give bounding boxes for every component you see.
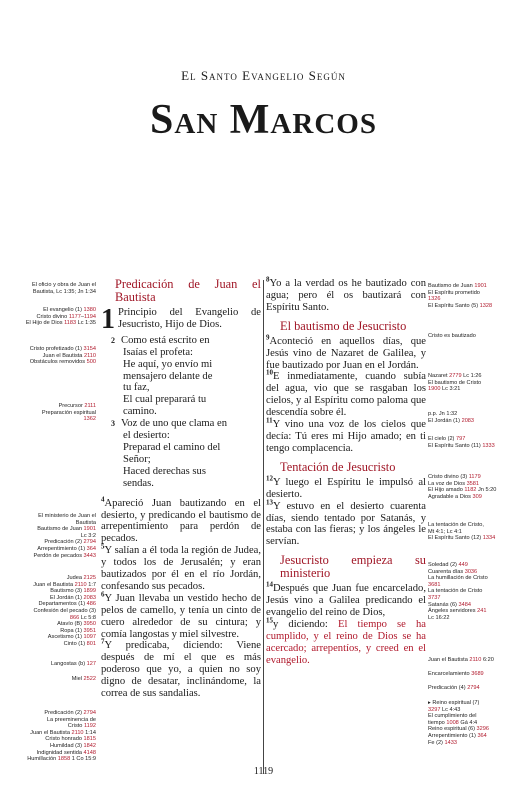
verse-3-line: el desierto:	[123, 430, 170, 442]
margin-ref-number: 1380	[83, 307, 96, 313]
margin-ref-right-9	[428, 657, 525, 664]
margin-ref-number: 797	[455, 436, 466, 442]
verse-14-number: 14	[266, 580, 273, 589]
margin-ref-line: Humillación 1858 1 Co 15:9	[27, 756, 96, 763]
margin-ref-left-3	[4, 346, 96, 366]
margin-ref-line: El Hijo de Dios 1183 Lc 1:35	[25, 320, 96, 327]
margin-ref-number: 801	[86, 640, 96, 647]
margin-ref-number: 1097	[83, 634, 96, 641]
margin-ref-number: 241	[477, 608, 487, 615]
margin-ref-number: 2111	[84, 403, 96, 409]
margin-ref-number: 1858	[57, 756, 71, 763]
verse-6-text: Y Juan llevaba un vestido hecho de pelos de camello, y tenía un cinto de cuero alrededor de su cintura; y comía langostas y miel silvestre.	[101, 592, 261, 640]
margin-ref-left-8	[4, 676, 96, 683]
margin-ref-number: 500	[86, 359, 96, 366]
verse-2-line: Como está escrito en	[121, 334, 210, 346]
verse-6-number: 6	[101, 590, 105, 599]
margin-ref-number: 1433	[444, 739, 457, 746]
verse-2-line: El cual preparará tu	[123, 394, 207, 406]
verse-11-voice: Tú eres mi Hijo amado; en ti tengo complacencia.	[266, 430, 426, 454]
margin-ref-line: Cristo es bautizado	[428, 333, 476, 339]
margin-ref-right-3	[428, 373, 525, 393]
verse-2-line: Isaías el profeta:	[123, 346, 194, 358]
margin-ref-right-4	[428, 411, 525, 424]
margin-ref-line: Juan el Bautista 2110 1:14	[30, 729, 96, 736]
margin-ref-number: 1179	[468, 474, 481, 480]
verse-3	[111, 418, 261, 489]
margin-ref-line: Arrepentimiento (1) 364	[428, 732, 487, 739]
margin-ref-line: El bautismo de Cristo	[428, 379, 482, 386]
margin-ref-line: El cumplimiento del	[428, 713, 477, 720]
margin-ref-number: 1900	[428, 386, 441, 393]
margin-ref-line	[428, 296, 525, 303]
verse-7-number: 7	[101, 637, 105, 646]
margin-ref-number: 127	[86, 661, 96, 667]
margin-ref-line: Ángeles servidores 241	[428, 608, 487, 615]
margin-ref-number: 364	[477, 732, 487, 739]
verse-7	[101, 637, 261, 700]
margin-ref-line: Mt 4:1; Lc 4:1	[428, 528, 462, 535]
margin-ref-line: Obstáculos removidos 500	[29, 359, 96, 366]
margin-ref-line: Bautismo (3) 1899	[50, 588, 96, 595]
margin-ref-line: La preeminencia de	[46, 716, 96, 723]
margin-ref-line: El Jordán (1) 2083	[49, 594, 96, 601]
margin-ref-number: 3297	[428, 706, 441, 713]
margin-ref-number: 2794	[83, 710, 96, 716]
margin-ref-line: El Espíritu prometido	[428, 289, 480, 296]
margin-ref-right-12	[428, 700, 525, 746]
margin-ref-line: Fe (2) 1433	[428, 739, 457, 746]
margin-ref-left-2	[4, 307, 96, 327]
margin-ref-line: Nazaret 2779 Lc 1:26	[428, 373, 482, 379]
margin-ref-number: 486	[86, 601, 96, 608]
margin-ref-left-1	[4, 282, 96, 295]
margin-ref-line: El Jordán (1) 2083	[428, 417, 475, 424]
margin-ref-number: 2110	[83, 352, 96, 359]
margin-ref-number: 3036	[464, 568, 478, 575]
section-heading-juan: Predicación de Juan el Bautista	[115, 277, 261, 304]
verse-13-text: Y estuvo en el desierto cuarenta días, siendo tentado por Satanás, y estaba con las fieras; y los ángeles le servían.	[266, 500, 426, 548]
margin-ref-line: Lc 3:2	[80, 532, 96, 539]
margin-ref-line: Cinto (1) 801	[63, 640, 96, 647]
margin-ref-line: Departamentos (1) 486	[38, 601, 96, 608]
margin-ref-line: El Espíritu Santo (11) 1333	[428, 442, 495, 449]
margin-ref-number: 2125	[83, 575, 96, 581]
margin-ref-line: Cristo divino (3) 1179	[428, 474, 481, 480]
verse-11-number: 11	[266, 416, 273, 425]
margin-ref-right-8	[428, 562, 525, 621]
verse-2-number: 2	[111, 335, 115, 345]
verse-10-number: 10	[266, 368, 273, 377]
margin-ref-number: 2779	[449, 373, 462, 379]
margin-ref-line: La voz de Dios 3581	[428, 480, 480, 487]
margin-ref-number: 1192	[83, 723, 96, 730]
verse-2-line: He aquí, yo envío mi	[123, 358, 213, 370]
verse-13	[266, 498, 426, 549]
margin-ref-number: 4148	[83, 749, 96, 756]
verse-3-line: Preparad el camino del	[123, 441, 221, 453]
verse-3-line: sendas.	[123, 477, 154, 489]
margin-ref-number: 1899	[83, 588, 96, 595]
verse-5	[101, 542, 261, 593]
chapter-number: 1	[101, 304, 115, 335]
margin-ref-line: Cristo divino 1177–1194	[36, 313, 96, 320]
margin-ref-line: Bautismo de Juan 1901	[37, 526, 96, 533]
verse-8-number: 8	[266, 275, 270, 284]
verse-10-text: E inmediatamente, cuando subía del agua, vio que se rasgaban los cielos, y al Espíritu como paloma que descendía sobre él.	[266, 371, 426, 419]
margin-ref-number: 2083	[461, 417, 475, 424]
margin-ref-number: 2794	[83, 539, 96, 546]
margin-ref-left-6	[4, 575, 96, 648]
margin-ref-number: 3581	[466, 480, 480, 487]
margin-ref-line: Cristo honrado 1815	[45, 736, 96, 743]
margin-ref-line: Predicación (2) 2794	[44, 710, 96, 716]
margin-ref-line	[428, 582, 525, 589]
section-heading-ministerio: Jesucristo empieza su ministerio	[280, 553, 426, 581]
margin-ref-line: 866 Lc 5:8	[69, 614, 96, 621]
margin-ref-line: Preparación espiritual	[41, 409, 96, 416]
margin-ref-line: Cristo 1192	[67, 723, 96, 730]
verse-5-number: 5	[101, 542, 105, 551]
margin-ref-line: 3297 Lc 4:43	[428, 706, 461, 713]
margin-ref-line: Lc 16:22	[428, 614, 450, 621]
margin-ref-line: Bautista	[75, 519, 96, 526]
margin-ref-number: 1842	[83, 742, 96, 749]
margin-ref-number: 1183	[64, 320, 77, 327]
margin-ref-line: Ropa (1) 3951	[60, 627, 96, 634]
verse-12-text: Y luego el Espíritu le impulsó al desierto.	[266, 476, 426, 500]
margin-ref-number: 3296	[476, 726, 489, 733]
verse-11-text: Y vino una voz de los cielos que decía:	[266, 419, 426, 442]
verse-2	[111, 334, 261, 418]
margin-ref-right-11	[428, 685, 525, 692]
verse-13-number: 13	[266, 498, 273, 507]
margin-ref-number: 3737	[428, 594, 441, 601]
verse-12	[266, 474, 426, 501]
margin-ref-line: El Espíritu Santo (12) 1334	[428, 535, 496, 542]
margin-ref-number: 1815	[83, 736, 96, 743]
margin-ref-line: La humillación de Cristo	[428, 575, 488, 582]
margin-ref-line	[4, 416, 96, 423]
margin-ref-line: Agradable a Dios 309	[428, 493, 482, 500]
verse-4-text: Apareció Juan bautizando en el desierto, y predicando el bautismo de arrepentimiento para perdón de pecados.	[101, 497, 261, 545]
section-heading-bautismo: El bautismo de Jesucristo	[280, 318, 407, 333]
text-column-1	[101, 278, 261, 700]
verse-15-number: 15	[266, 616, 273, 625]
margin-ref-line: La tentación de Cristo,	[428, 522, 484, 528]
margin-ref-line: 1900 Lc 3:21	[428, 386, 461, 393]
margin-ref-line: Satanás (6) 3484	[428, 601, 471, 608]
margin-ref-number: 364	[86, 545, 96, 552]
section-heading-tentacion: Tentación de Jesucristo	[280, 459, 396, 474]
margin-ref-line: Predicación (4) 2794	[428, 685, 480, 691]
verse-12-number: 12	[266, 474, 273, 483]
page-number: 1119	[253, 766, 274, 777]
margin-ref-line: Cuarenta días 3036	[428, 568, 478, 575]
verse-10	[266, 368, 426, 419]
margin-ref-left-9	[4, 710, 96, 763]
verse-3-number: 3	[111, 419, 115, 429]
verse-7-text: Y predicaba, diciendo: Viene después de mí el que es más poderoso que yo, a quien no soy digno de desatar, inclinándome, la correa de sus sandalias.	[101, 640, 261, 700]
margin-ref-line: Juan el Bautista 2110	[42, 352, 96, 359]
margin-ref-line: El Espíritu Santo (5) 1328	[428, 302, 493, 309]
margin-ref-line: ▸ Reino espiritual (7)	[428, 700, 480, 706]
verse-9-number: 9	[266, 333, 270, 342]
margin-ref-right-5	[428, 436, 525, 449]
margin-ref-number: 2110	[74, 581, 87, 588]
margin-ref-line: Miel 2522	[71, 676, 96, 682]
verse-3-line: Señor;	[123, 453, 151, 465]
margin-ref-number: 1326	[428, 296, 441, 303]
margin-ref-line: El cielo (2) 797	[428, 436, 466, 442]
margin-ref-line: La tentación de Cristo	[428, 588, 483, 595]
margin-ref-line: Atavío (B) 3950	[57, 621, 96, 628]
margin-ref-right-1	[428, 283, 525, 309]
margin-ref-number: 1194	[83, 313, 96, 320]
margin-ref-number: 3950	[83, 621, 96, 628]
margin-ref-line: Confesión del pecado (3)	[33, 607, 96, 614]
verse-8	[266, 275, 426, 314]
column-divider	[263, 280, 264, 774]
margin-ref-line: El evangelio (1) 1380	[43, 307, 96, 313]
margin-ref-number: 1328	[479, 302, 493, 309]
margin-ref-number: 1008	[446, 719, 459, 726]
verse-14	[266, 580, 426, 619]
margin-ref-line: El Hijo amado 1182 Jn 5:20	[428, 487, 497, 494]
margin-ref-line: Juan el Bautista 2110 6:20	[428, 657, 494, 663]
margin-ref-number: 449	[458, 562, 468, 568]
margin-ref-right-7	[428, 522, 525, 542]
margin-ref-right-6	[428, 474, 525, 500]
margin-ref-line: Soledad (2) 449	[428, 562, 468, 568]
margin-ref-number: 2083	[83, 594, 96, 601]
margin-ref-right-2	[428, 333, 525, 340]
margin-ref-left-5	[4, 513, 96, 559]
verse-4	[101, 495, 261, 546]
margin-ref-number: 1182	[464, 487, 477, 494]
margin-ref-line: Arrepentimiento (1) 364	[37, 545, 96, 552]
margin-ref-number: 1333	[482, 442, 495, 449]
margin-ref-line: Bautismo de Juan 1901	[428, 283, 487, 289]
margin-ref-number: 866	[69, 614, 80, 621]
verse-8-text: Yo a la verdad os he bautizado con agua; pero él os bautizará con Espíritu Santo.	[266, 278, 426, 313]
margin-ref-number: 1901	[83, 526, 96, 533]
margin-ref-line: Indignidad sentida 4148	[36, 749, 96, 756]
margin-ref-line: Encarcelamiento 3689	[428, 671, 484, 677]
verse-15	[266, 616, 426, 667]
margin-ref-number: 309	[472, 493, 482, 500]
verse-6	[101, 590, 261, 641]
margin-ref-number: 1177	[68, 313, 81, 320]
margin-ref-number: 3484	[458, 601, 471, 608]
verse-3-line: Haced derechas sus	[123, 465, 206, 477]
margin-ref-line: El oficio y obra de Juan el	[31, 282, 96, 288]
margin-ref-number: 1362	[83, 416, 96, 423]
verse-1-text: Principio del Evangelio de Jesucristo, Hijo de Dios.	[118, 307, 261, 330]
margin-ref-line: Predicación (2) 2794	[44, 539, 96, 546]
margin-ref-right-10	[428, 671, 525, 678]
margin-ref-line: Precursor 2111	[58, 403, 96, 409]
verse-9-text: Aconteció en aquellos días, que Jesús vino de Nazaret de Galilea, y fue bautizado por Juan en el Jordán.	[266, 335, 426, 371]
margin-ref-line: Langostas (b) 127	[50, 661, 96, 667]
margin-ref-line: Ascetismo (1) 1097	[47, 634, 96, 641]
margin-ref-line: Humildad (3) 1842	[49, 742, 96, 749]
margin-ref-line: Judea 2125	[66, 575, 96, 581]
margin-ref-number: 3154	[83, 346, 96, 352]
book-title: San Marcos	[150, 97, 377, 143]
verse-11	[266, 416, 426, 455]
margin-ref-line	[428, 595, 525, 602]
margin-ref-number: 3689	[471, 671, 484, 677]
margin-ref-line: p.p. Jn 1:32	[428, 411, 458, 417]
margin-ref-line: Perdón de pecados 3443	[33, 552, 96, 559]
verse-1	[101, 304, 261, 335]
book-subtitle: El Santo Evangelio Según	[181, 68, 346, 83]
margin-ref-number: 2110	[469, 657, 482, 663]
margin-ref-line: Cristo profetizado (1) 3154	[29, 346, 96, 352]
margin-ref-line: Juan el Bautista 2110 1:7	[33, 581, 96, 588]
verse-9	[266, 333, 426, 372]
margin-ref-line: El ministerio de Juan el	[38, 513, 96, 519]
margin-ref-left-7	[4, 661, 96, 668]
margin-ref-number: 2110	[71, 729, 84, 736]
verse-4-number: 4	[101, 495, 105, 504]
margin-ref-number: 2794	[467, 685, 480, 691]
verse-15-words-of-christ: El tiempo se ha cumplido, y el reino de Dios se ha acercado; arrepentíos, y creed en el evangelio.	[266, 618, 426, 666]
verse-5-text: Y salían a él toda la región de Judea, y todos los de Jerusalén; y eran bautizados por él en el río Jordán, confesando sus pecados.	[101, 545, 261, 592]
verse-2-line: mensajero delante de	[123, 370, 213, 382]
verse-2-line: tu faz,	[123, 382, 150, 394]
verse-15-text: y diciendo:	[273, 618, 328, 630]
verse-14-text: Después que Juan fue encarcelado, Jesús vino a Galilea predicando el evangelio del reino de Dios,	[266, 583, 426, 619]
margin-ref-line: Reino espiritual (6) 3296	[428, 726, 489, 733]
margin-ref-number: 1334	[482, 535, 496, 542]
margin-ref-line: tiempo 1008 Gá 4:4	[428, 719, 478, 726]
text-column-2	[266, 275, 426, 667]
verse-2-line: camino.	[123, 406, 157, 418]
margin-ref-number: 1901	[474, 283, 487, 289]
margin-ref-number: 3443	[83, 552, 96, 559]
margin-ref-left-4	[4, 403, 96, 423]
margin-ref-number: 2522	[83, 676, 96, 682]
margin-ref-number: 3681	[428, 581, 441, 588]
margin-ref-number: 3951	[83, 627, 96, 634]
verse-3-line: Voz de uno que clama en	[121, 418, 227, 430]
margin-ref-line: Bautista, Lc 1:35; Jn 1:34	[32, 288, 96, 295]
